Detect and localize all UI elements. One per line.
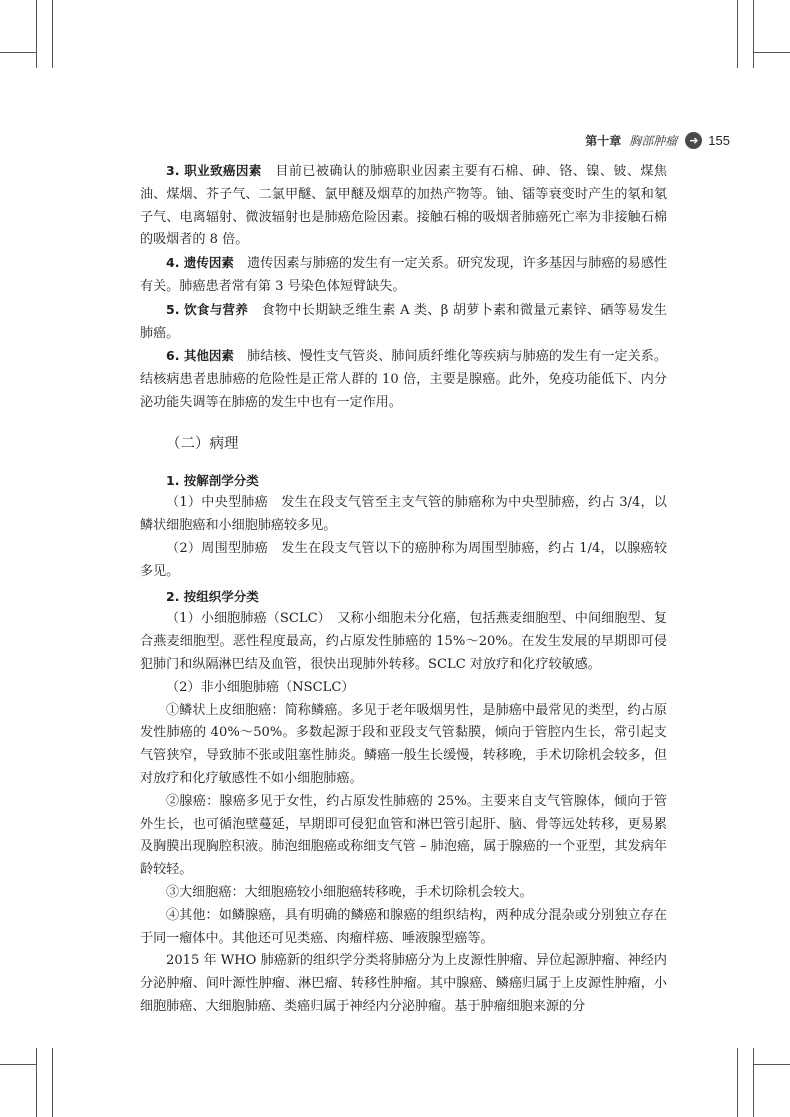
crop-mark-bottom-right-v: [753, 1048, 754, 1117]
paragraph-large-cell: ③大细胞癌：大细胞癌较小细胞癌转移晚，手术切除机会较大。: [166, 884, 533, 900]
paragraph-central-type: （1）中央型肺癌 发生在段支气管至主支气管的肺癌称为中央型肺癌，约占 3/4，以鳞状细胞癌和小细胞肺癌较多见。: [140, 495, 667, 534]
chapter-title: 胸部肿瘤: [629, 133, 678, 148]
paragraph-peripheral-type: （2）周围型肺癌 发生在段支气管以下的癌肿称为周围型肺癌，约占 1/4，以腺癌较多见。: [140, 540, 667, 579]
paragraph-occupational-factors: [140, 160, 667, 252]
paragraph-text: 食物中长期缺乏维生素 A 类、β 胡萝卜素和微量元素锌、硒等易发生肺癌。: [140, 302, 667, 341]
paragraph-who-2015: 2015 年 WHO 肺癌新的组织学分类将肺癌分为上皮源性肿瘤、异位起源肿瘤、神经内分泌肿瘤、间叶源性肿瘤、淋巴瘤、转移性肿瘤。其中腺癌、鳞癌归属于上皮源性肿瘤，小细胞肺癌、大细胞肺癌、类癌归属于神经内分泌肿瘤。基于肿瘤细胞来源的分: [140, 953, 667, 1014]
paragraph-other-types: ④其他：如鳞腺癌，具有明确的鳞癌和腺癌的组织结构，两种成分混杂或分别独立存在于同一瘤体中。其他还可见类癌、肉瘤样癌、唾液腺型癌等。: [140, 907, 667, 946]
running-head: [585, 130, 730, 150]
crop-mark-top-right-v: [753, 0, 754, 68]
crop-mark-bottom-left-h: [0, 1064, 36, 1065]
paragraph-heading: 5. 饮食与营养: [166, 301, 249, 317]
crop-mark-top-left-v: [36, 0, 37, 68]
crop-mark-bottom-left-v2: [52, 1048, 53, 1117]
paragraph-genetic-factors: [140, 252, 667, 299]
paragraph-text: 肺结核、慢性支气管炎、肺间质纤维化等疾病与肺癌的发生有一定关系。结核病患者患肺癌的危险性是正常人群的 10 倍，主要是腺癌。此外，免疫功能低下、内分泌功能失调等在肺癌的发生中也有一定作用。: [140, 349, 667, 410]
crop-mark-bottom-left-v: [36, 1048, 37, 1117]
arrow-right-icon: ➜: [685, 132, 702, 149]
paragraph-sclc: （1）小细胞肺癌（SCLC） 又称小细胞未分化癌，包括燕麦细胞型、中间细胞型、复合燕麦细胞型。恶性程度最高，约占原发性肺癌的 15%～20%。在发生发展的早期即可侵犯肺门和纵隔淋巴结及血管，很快出现肺外转移。SCLC 对放疗和化疗较敏感。: [140, 611, 667, 672]
subheading-histological: 2. 按组织学分类: [166, 588, 259, 604]
paragraph-heading: 3. 职业致癌因素: [166, 163, 262, 178]
paragraph-text: 遗传因素与肺癌的发生有一定关系。研究发现，许多基因与肺癌的易感性有关。肺癌患者常有第 3 号染色体短臂缺失。: [140, 256, 667, 294]
crop-mark-top-left-v2: [52, 0, 53, 68]
paragraph-diet-nutrition: [140, 299, 667, 346]
paragraph-nsclc: （2）非小细胞肺癌（NSCLC）: [166, 679, 355, 695]
chapter-label: 第十章: [585, 133, 622, 148]
crop-mark-bottom-right-v2: [737, 1048, 738, 1117]
paragraph-squamous: ①鳞状上皮细胞癌：简称鳞癌。多见于老年吸烟男性，是肺癌中最常见的类型，约占原发性肺癌的 40%～50%。多数起源于段和亚段支气管黏膜，倾向于管腔内生长，常引起支气管狭窄，导致肺不张或阻塞性肺炎。鳞癌一般生长缓慢，转移晚，手术切除机会较多，但对放疗和化疗敏感性不如小细胞肺癌。: [140, 702, 667, 786]
crop-mark-bottom-right-h: [754, 1064, 790, 1065]
paragraph-heading: 4. 遗传因素: [166, 255, 234, 271]
paragraph-other-factors: [140, 345, 667, 414]
section-heading-pathology: （二）病理: [166, 435, 239, 452]
subheading-anatomical: 1. 按解剖学分类: [166, 472, 259, 488]
crop-mark-top-left-h: [0, 52, 36, 53]
page-number: 155: [708, 132, 730, 148]
crop-mark-top-right-h: [754, 52, 790, 53]
crop-mark-top-right-v2: [737, 0, 738, 68]
paragraph-text: 目前已被确认的肺癌职业因素主要有石棉、砷、铬、镍、铍、煤焦油、煤烟、芥子气、二氯甲醚、氯甲醚及烟草的加热产物等。铀、镭等衰变时产生的氡和氡子气、电离辐射、微波辐射也是肺癌危险因素。接触石棉的吸烟者肺癌死亡率为非接触石棉的吸烟者的 8 倍。: [140, 164, 668, 248]
page-body: [140, 160, 667, 1019]
paragraph-adenocarcinoma: ②腺癌：腺癌多见于女性，约占原发性肺癌的 25%。主要来自支气管腺体，倾向于管外生长，也可循泡壁蔓延，早期即可侵犯血管和淋巴管引起肝、脑、骨等远处转移，更易累及胸膜出现胸腔积液。肺泡细胞癌或称细支气管 – 肺泡癌，属于腺癌的一个亚型，其发病年龄较轻。: [140, 793, 667, 878]
paragraph-heading: 6. 其他因素: [166, 348, 234, 364]
